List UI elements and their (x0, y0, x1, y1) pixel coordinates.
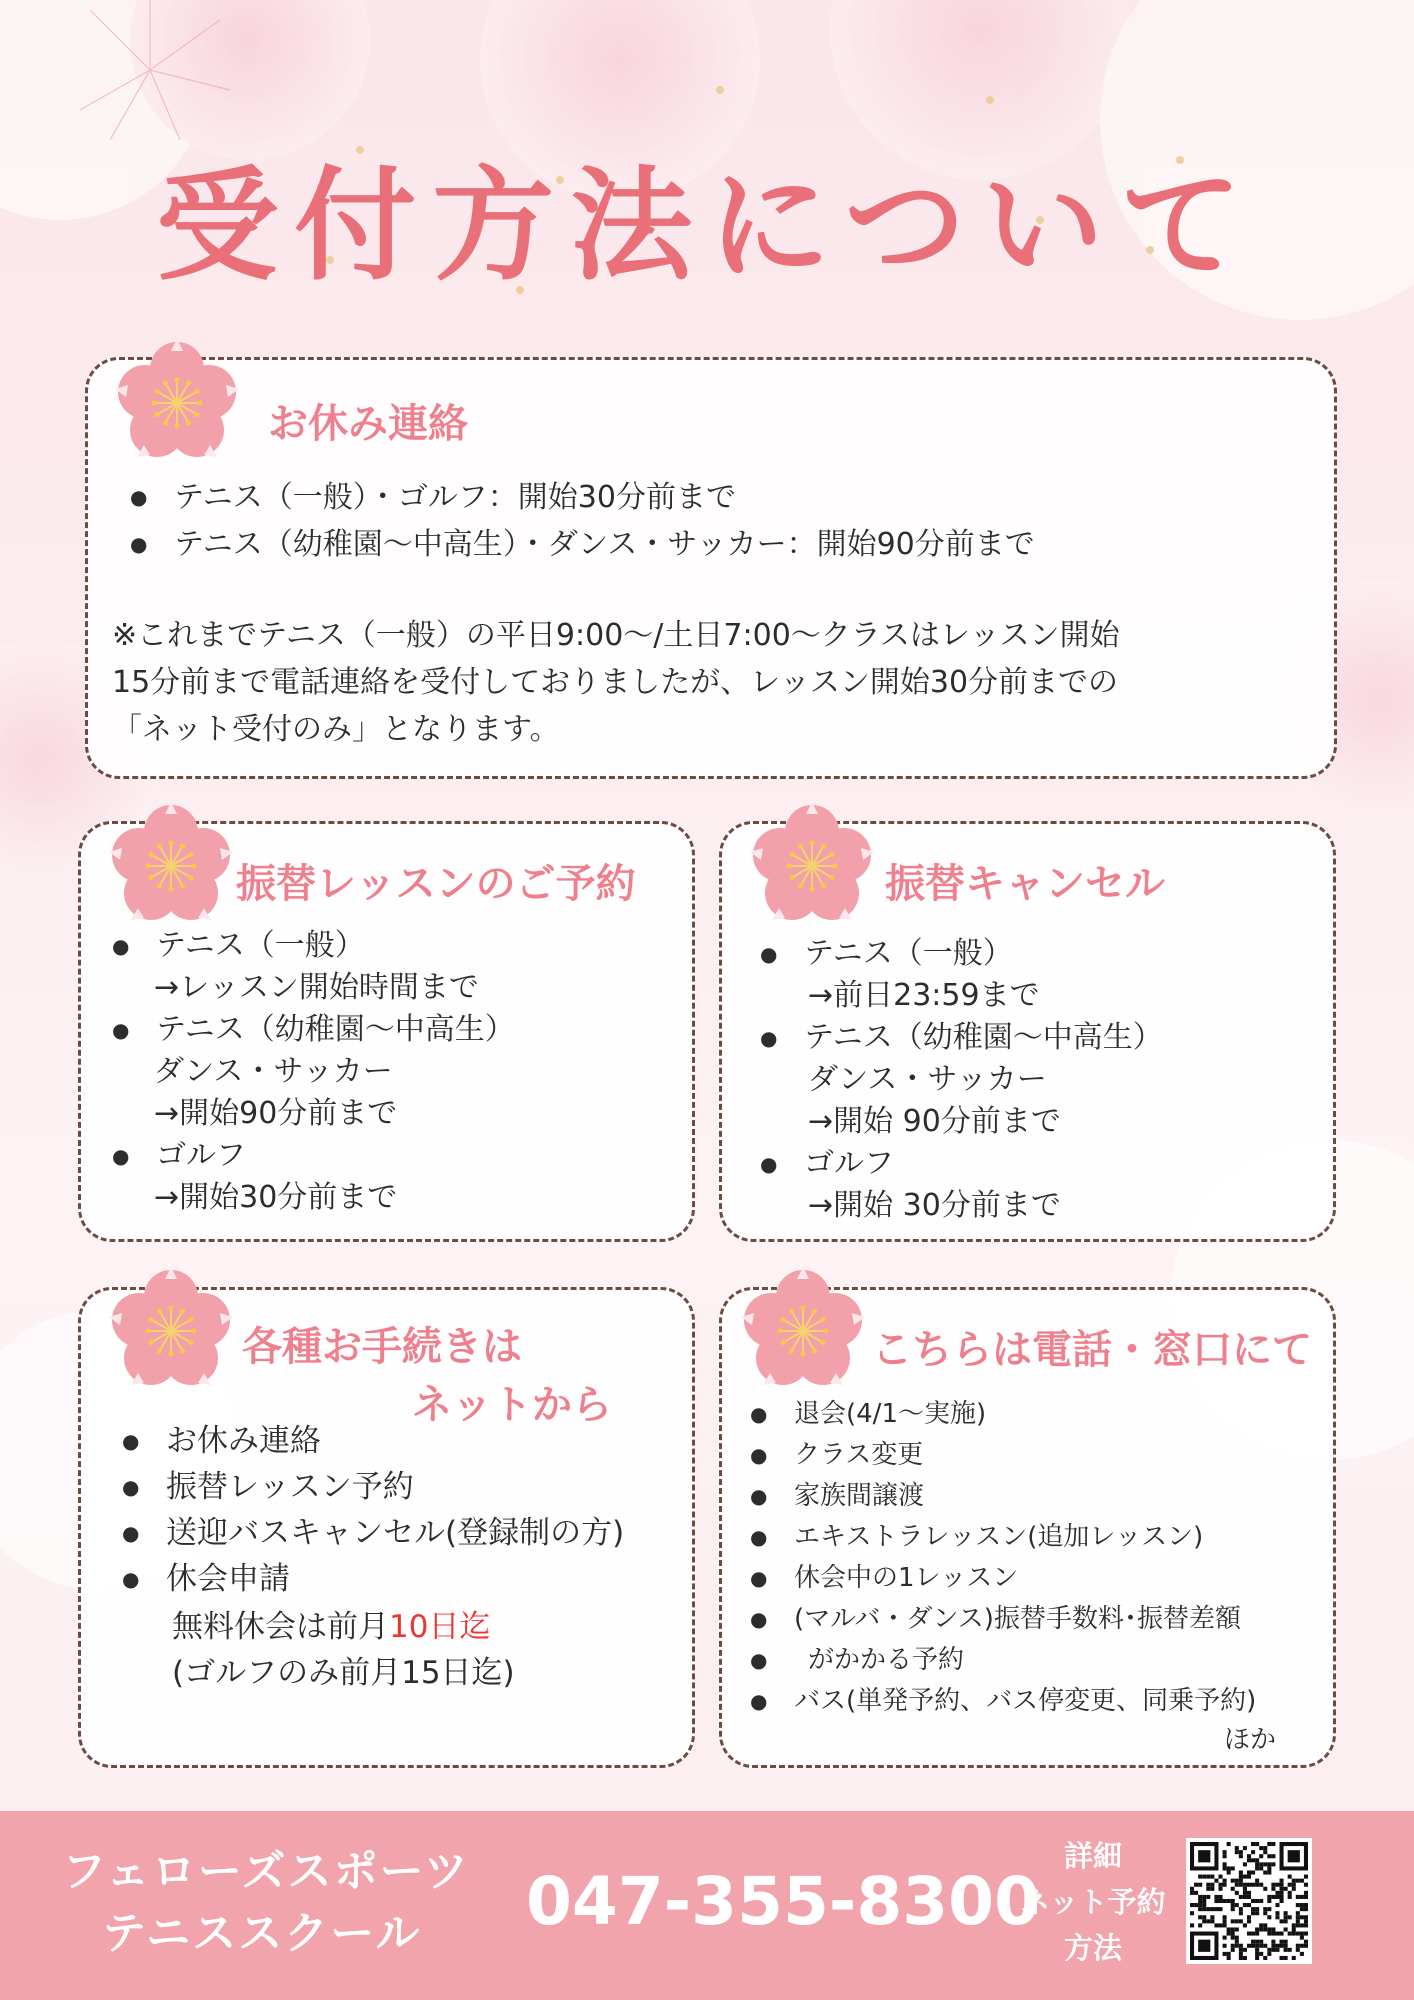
list-item: ● ゴルフ (112, 1135, 515, 1177)
list-item-continued (750, 1640, 1256, 1681)
list-item: ● お休み連絡 (122, 1418, 624, 1464)
list-item-detail: →レッスン開始時間まで (154, 970, 479, 1005)
list-item: ● ゴルフ (760, 1143, 1163, 1185)
list-item-detail: →開始 90分前まで (808, 1104, 1061, 1139)
list-item: ● 家族間譲渡 (750, 1476, 1256, 1517)
list-item-detail: →前日23:59まで (808, 978, 1040, 1013)
school-name-line2: テニススクール (102, 1908, 422, 1959)
list-item: ● 退会(4/1～実施) (750, 1394, 1256, 1435)
list-item: ● 休会中の1レッスン (750, 1558, 1256, 1599)
continued-text: がかかる予約 (808, 1645, 965, 1675)
list-item-detail: →開始 30分前まで (808, 1188, 1061, 1223)
cancel-heading: 振替キャンセル (885, 861, 1165, 907)
absence-heading: お休み連絡 (268, 401, 468, 447)
school-name (62, 1841, 470, 1965)
qr-code[interactable] (1186, 1838, 1312, 1964)
absence-note (112, 612, 1120, 753)
list-item-detail: →開始90分前まで (154, 1096, 398, 1131)
blossom-icon (112, 337, 242, 467)
online-heading-line2: ネットから (412, 1382, 612, 1428)
school-name-line1: フェローズスポーツ (62, 1846, 470, 1897)
note-line: 「ネット受付のみ」となります。 (112, 712, 560, 747)
blossom-icon (747, 800, 877, 930)
detail-line3: 方法 (1063, 1931, 1122, 1965)
detail-line2: ネット予約 (1020, 1885, 1166, 1919)
list-item: ● テニス（一般） (112, 925, 515, 967)
phone-etc: ほか (1224, 1725, 1277, 1755)
online-heading-line1: 各種お手続きは (242, 1324, 522, 1370)
blossom-icon (106, 800, 236, 930)
detail-line1: 詳細 (1063, 1839, 1122, 1873)
list-item: ● テニス（幼稚園～中高生）・ダンス・サッカー：開始90分前まで (130, 521, 1035, 568)
phone-number[interactable]: 047-355-8300 (526, 1863, 1041, 1940)
absence-list (130, 474, 1035, 568)
list-item: ● 振替レッスン予約 (122, 1464, 624, 1510)
list-item: ● テニス（一般）・ゴルフ：開始30分前まで (130, 474, 1035, 521)
free-suspension-note (172, 1604, 515, 1650)
qr-code-image (1190, 1842, 1308, 1960)
list-item: ● テニス（一般） (760, 933, 1163, 975)
online-list (122, 1418, 624, 1602)
makeup-heading: 振替レッスンのご予約 (236, 861, 636, 907)
online-heading (242, 1318, 612, 1434)
list-item: ● クラス変更 (750, 1435, 1256, 1476)
list-item: ● バス(単発予約、バス停変更、同乗予約) (750, 1681, 1256, 1722)
list-item: ● テニス（幼稚園～中高生） (760, 1017, 1163, 1059)
golf-note: (ゴルフのみ前月15日迄) (172, 1655, 515, 1691)
phone-list (750, 1394, 1256, 1722)
list-item-detail: ダンス・サッカー (808, 1062, 1047, 1097)
note-line: ※これまでテニス（一般）の平日9:00～/土日7:00～クラスはレッスン開始 (112, 618, 1120, 653)
page-title: 受付方法について (156, 155, 1258, 297)
detail-label (1008, 1833, 1178, 1971)
list-item: ● (マルバ・ダンス)振替手数料･振替差額 (750, 1599, 1256, 1640)
list-item-detail: ダンス・サッカー (154, 1054, 393, 1089)
online-note (172, 1604, 515, 1696)
blossom-icon (106, 1265, 236, 1395)
makeup-list (112, 925, 515, 1219)
phone-heading: こちらは電話・窓口にて (872, 1327, 1312, 1373)
blossom-icon (738, 1265, 868, 1395)
list-item: ● 休会申請 (122, 1556, 624, 1602)
list-item: ● テニス（幼稚園～中高生） (112, 1009, 515, 1051)
cancel-list (760, 933, 1163, 1227)
deadline-highlight: 10日迄 (389, 1609, 491, 1645)
list-item: ● エキストラレッスン(追加レッスン) (750, 1517, 1256, 1558)
note-text: 無料休会は前月 (172, 1609, 389, 1645)
note-line: 15分前まで電話連絡を受付しておりましたが、レッスン開始30分前までの (112, 665, 1119, 700)
list-item: ● 送迎バスキャンセル(登録制の方) (122, 1510, 624, 1556)
list-item-detail: →開始30分前まで (154, 1180, 398, 1215)
